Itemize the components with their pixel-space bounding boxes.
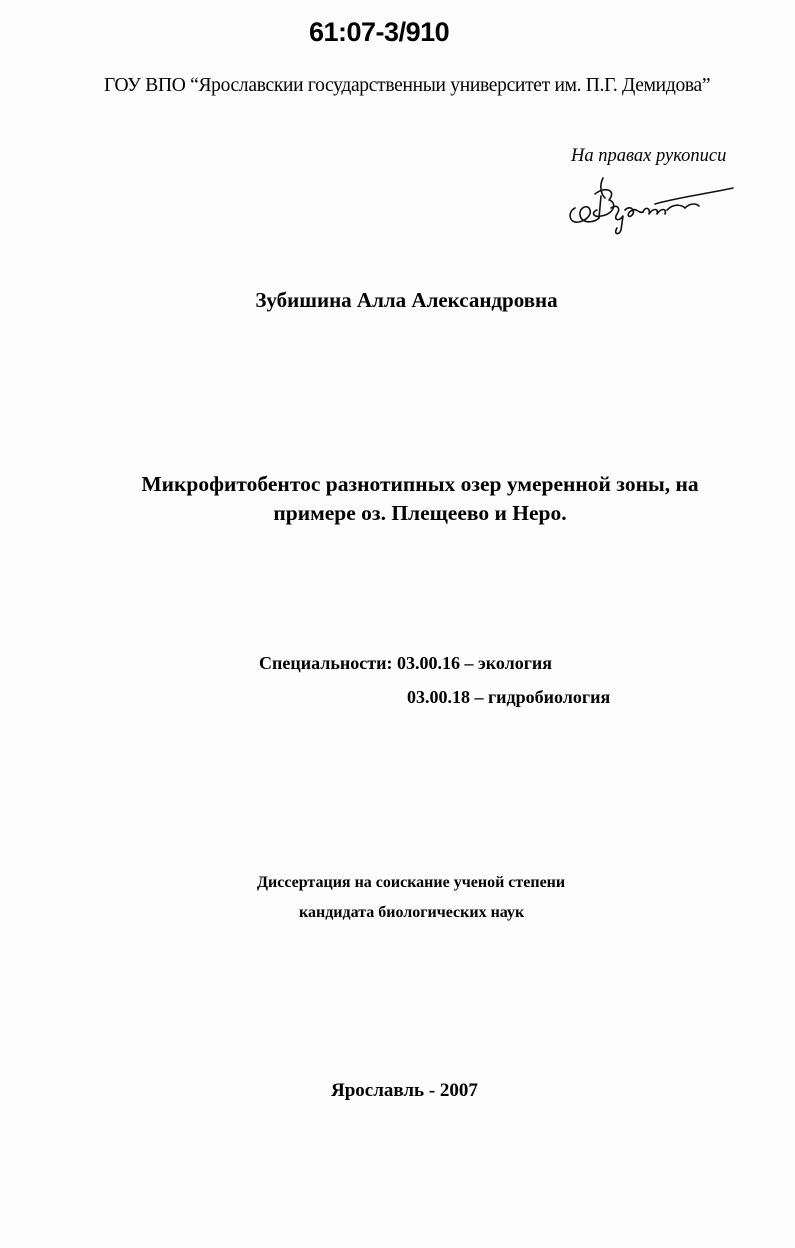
author-name: Зубишина Алла Александровна [255, 288, 558, 312]
institution-name: ГОУ ВПО “Ярославскии государственныи университет им. П.Г. Демидова” [104, 75, 711, 96]
specialty-line-1: Специальности: 03.00.16 – экология [259, 653, 553, 673]
dissertation-title [0, 470, 795, 528]
manuscript-rights-note: На правах рукописи [571, 146, 727, 166]
place-and-year: Ярославль - 2007 [331, 1080, 478, 1101]
signature-icon [565, 172, 740, 237]
degree-line-1: Диссертация на соискание ученой степени [257, 874, 566, 891]
dissertation-title-line-1: Микрофитобентос разнотипных озер умеренной зоны, на [141, 472, 699, 496]
catalog-code: 61:07-3/910 [309, 17, 450, 47]
specialty-line-2: 03.00.18 – гидробиология [407, 687, 611, 707]
dissertation-title-line-2: примере оз. Плещеево и Неро. [273, 501, 567, 525]
degree-line-2: кандидата биологических наук [299, 904, 525, 921]
